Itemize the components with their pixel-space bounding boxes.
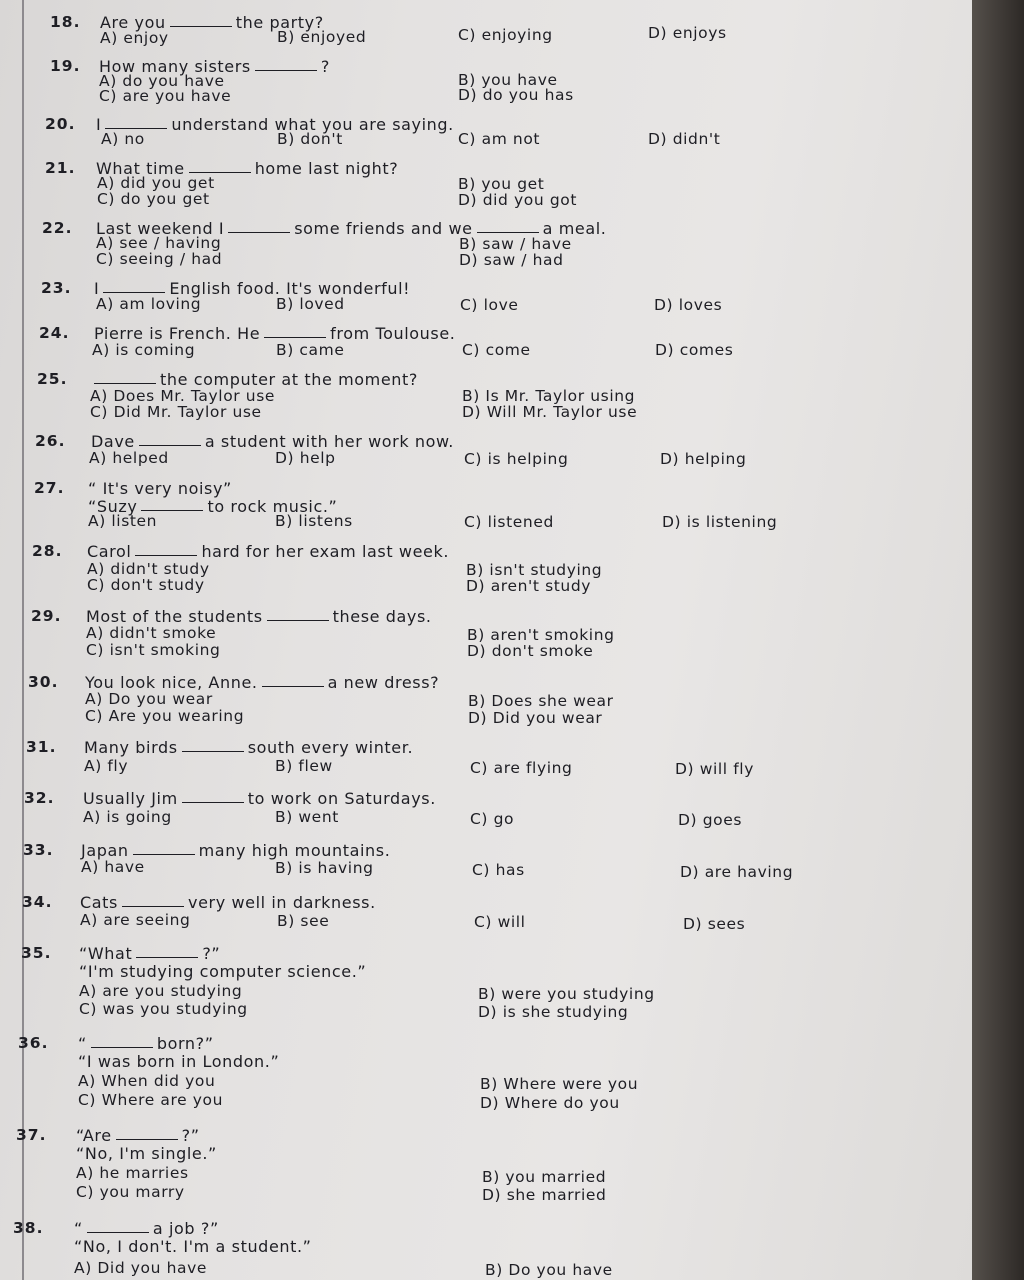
answer-blank[interactable] xyxy=(105,127,167,129)
question-stem xyxy=(90,372,418,388)
margin-line xyxy=(22,0,24,1280)
question-text-part: a job ?” xyxy=(152,1219,219,1238)
question-stem xyxy=(91,434,454,450)
option-a[interactable]: A) see / having xyxy=(96,234,222,252)
question-text-part: What time xyxy=(96,159,185,178)
option-b[interactable]: B) you get xyxy=(458,175,545,193)
option-a[interactable]: A) Did you have xyxy=(74,1259,208,1277)
question-text-part: the party? xyxy=(235,13,324,32)
option-d[interactable]: D) do you has xyxy=(458,86,574,104)
option-d[interactable]: D) goes xyxy=(678,811,743,829)
option-c[interactable]: C) you marry xyxy=(76,1183,185,1201)
question-text-part: “ It's very noisy” xyxy=(88,479,232,498)
option-c[interactable]: C) was you studying xyxy=(79,1000,248,1018)
question-number: 26. xyxy=(35,432,66,450)
answer-blank[interactable] xyxy=(262,685,324,687)
option-c[interactable]: C) Did Mr. Taylor use xyxy=(90,403,262,421)
option-c[interactable]: C) come xyxy=(462,341,531,359)
option-a[interactable]: A) enjoy xyxy=(100,29,169,47)
option-b[interactable]: B) Does she wear xyxy=(468,692,614,710)
option-d[interactable]: D) Did you wear xyxy=(468,709,603,727)
option-a[interactable]: A) no xyxy=(101,130,145,148)
option-a[interactable]: A) did you get xyxy=(97,174,215,192)
question-text-part: these days. xyxy=(332,607,432,626)
question-text-part: “Are xyxy=(76,1126,112,1145)
option-c[interactable]: C) is helping xyxy=(464,450,569,468)
option-b[interactable]: B) listens xyxy=(275,512,353,530)
question-number: 22. xyxy=(42,219,73,237)
question-text-part: “I was born in London.” xyxy=(78,1052,280,1071)
answer-blank[interactable] xyxy=(87,1231,149,1233)
answer-blank[interactable] xyxy=(189,171,251,173)
option-c[interactable]: C) Where are you xyxy=(78,1091,224,1109)
answer-blank[interactable] xyxy=(264,336,326,338)
option-d[interactable]: D) saw / had xyxy=(459,251,564,269)
question-text-part: English food. It's wonderful! xyxy=(169,279,411,298)
question-stem xyxy=(88,481,232,497)
option-a[interactable]: A) is coming xyxy=(92,341,196,359)
option-b[interactable]: B) came xyxy=(276,341,345,359)
option-d[interactable]: D) loves xyxy=(654,296,723,314)
question-text-part: I xyxy=(94,279,100,298)
option-d[interactable]: D) will fly xyxy=(675,760,754,778)
question-stem xyxy=(81,843,390,859)
question-text-part: to rock music.” xyxy=(207,497,338,516)
question-number: 24. xyxy=(39,324,70,342)
question-text-part: ?” xyxy=(202,944,221,963)
option-c[interactable]: C) isn't smoking xyxy=(86,641,221,659)
option-c[interactable]: C) listened xyxy=(464,513,554,531)
answer-blank[interactable] xyxy=(141,509,203,511)
option-c[interactable]: C) are you have xyxy=(99,87,232,105)
question-number: 23. xyxy=(41,279,72,297)
question-number: 33. xyxy=(23,841,54,859)
question-text-part: Dave xyxy=(91,432,135,451)
option-a[interactable]: A) Do you wear xyxy=(85,690,213,708)
question-stem xyxy=(85,675,439,691)
question-text-part: “I'm studying computer science.” xyxy=(79,962,367,981)
option-b[interactable]: B) you married xyxy=(482,1168,607,1186)
option-c[interactable]: C) are flying xyxy=(470,759,573,777)
question-text-part: a student with her work now. xyxy=(204,432,454,451)
question-text-part: “ xyxy=(78,1034,87,1053)
answer-blank[interactable] xyxy=(135,554,197,556)
question-number: 20. xyxy=(45,115,76,133)
question-text-part: Most of the students xyxy=(86,607,263,626)
answer-blank[interactable] xyxy=(139,444,201,446)
question-text-part: “ xyxy=(74,1219,83,1238)
question-number: 31. xyxy=(26,738,57,756)
question-text-part: the computer at the moment? xyxy=(160,370,419,389)
question-text-part: “Suzy xyxy=(88,497,138,516)
answer-blank[interactable] xyxy=(182,801,244,803)
question-stem-line-2 xyxy=(74,1239,312,1255)
option-d[interactable]: D) aren't study xyxy=(466,577,592,595)
answer-blank[interactable] xyxy=(91,1046,153,1048)
option-c[interactable]: C) love xyxy=(460,296,519,314)
question-stem xyxy=(87,544,449,560)
option-a[interactable]: A) didn't smoke xyxy=(86,624,217,642)
option-a[interactable]: A) am loving xyxy=(96,295,202,313)
question-number: 18. xyxy=(50,13,81,31)
option-a[interactable]: A) didn't study xyxy=(87,560,210,578)
question-stem-line-2 xyxy=(79,964,366,980)
option-a[interactable]: A) is going xyxy=(83,808,172,826)
question-text-part: ? xyxy=(320,57,330,76)
option-b[interactable]: B) Is Mr. Taylor using xyxy=(462,387,636,405)
question-number: 30. xyxy=(28,673,59,691)
option-d[interactable]: D) is she studying xyxy=(478,1003,629,1021)
answer-blank[interactable] xyxy=(255,69,317,71)
option-b[interactable]: B) flew xyxy=(275,757,333,775)
option-b[interactable]: B) Do you have xyxy=(485,1261,613,1279)
question-number: 35. xyxy=(21,944,52,962)
question-text-part: some friends and we xyxy=(294,219,473,238)
question-text-part: hard for her exam last week. xyxy=(201,542,450,561)
question-text-part: I xyxy=(96,115,102,134)
option-a[interactable]: A) When did you xyxy=(78,1072,216,1090)
option-a[interactable]: A) have xyxy=(81,858,145,876)
question-text-part: many high mountains. xyxy=(198,841,391,860)
question-text-part: “What xyxy=(79,944,133,963)
option-a[interactable]: A) Does Mr. Taylor use xyxy=(90,387,276,405)
question-stem xyxy=(83,791,436,807)
question-text-part: very well in darkness. xyxy=(188,893,376,912)
question-stem xyxy=(96,117,454,133)
page-edge-shadow xyxy=(972,0,1024,1280)
option-d[interactable]: D) Will Mr. Taylor use xyxy=(462,403,638,421)
question-text-part: Many birds xyxy=(84,738,178,757)
question-text-part: from Toulouse. xyxy=(330,324,456,343)
question-text-part: Usually Jim xyxy=(83,789,178,808)
question-number: 37. xyxy=(16,1126,47,1144)
option-c[interactable]: C) do you get xyxy=(97,190,210,208)
question-number: 38. xyxy=(13,1219,44,1237)
option-a[interactable]: A) helped xyxy=(89,449,169,467)
question-text-part: a meal. xyxy=(542,219,607,238)
question-stem xyxy=(80,895,376,911)
question-text-part: understand what you are saying. xyxy=(171,115,454,134)
question-number: 32. xyxy=(24,789,55,807)
option-c[interactable]: C) Are you wearing xyxy=(85,707,245,725)
question-stem xyxy=(74,1221,219,1237)
answer-blank[interactable] xyxy=(116,1138,178,1140)
option-b[interactable]: B) is having xyxy=(275,859,374,877)
option-a[interactable]: A) he marries xyxy=(76,1164,189,1182)
question-stem xyxy=(94,326,456,342)
answer-blank[interactable] xyxy=(228,231,290,233)
question-stem xyxy=(76,1128,200,1144)
answer-blank[interactable] xyxy=(136,956,198,958)
answer-blank[interactable] xyxy=(103,291,165,293)
option-b[interactable]: B) enjoyed xyxy=(277,28,367,46)
question-stem xyxy=(86,609,432,625)
option-c[interactable]: C) am not xyxy=(458,130,541,148)
question-number: 36. xyxy=(18,1034,49,1052)
question-number: 34. xyxy=(22,893,53,911)
option-b[interactable]: B) see xyxy=(277,912,330,930)
question-text-part: ?” xyxy=(181,1126,200,1145)
question-text-part: “No, I don't. I'm a student.” xyxy=(74,1237,312,1256)
question-stem xyxy=(79,946,220,962)
option-b[interactable]: B) went xyxy=(275,808,339,826)
option-c[interactable]: C) seeing / had xyxy=(96,250,223,268)
question-text-part: Japan xyxy=(81,841,129,860)
question-number: 25. xyxy=(37,370,68,388)
question-text-part: “No, I'm single.” xyxy=(76,1144,217,1163)
question-number: 21. xyxy=(45,159,76,177)
question-text-part: a new dress? xyxy=(327,673,440,692)
option-b[interactable]: B) loved xyxy=(276,295,345,313)
option-d[interactable]: D) don't smoke xyxy=(467,642,594,660)
question-text-part: born?” xyxy=(156,1034,214,1053)
answer-blank[interactable] xyxy=(170,25,232,27)
question-text-part: Cats xyxy=(80,893,118,912)
option-c[interactable]: C) don't study xyxy=(87,576,205,594)
option-b[interactable]: B) aren't smoking xyxy=(467,626,615,644)
answer-blank[interactable] xyxy=(122,905,184,907)
question-stem xyxy=(78,1036,214,1052)
option-b[interactable]: B) were you studying xyxy=(478,985,655,1003)
option-c[interactable]: C) go xyxy=(470,810,515,828)
question-text-part: Pierre is French. He xyxy=(94,324,261,343)
option-b[interactable]: B) Where were you xyxy=(480,1075,639,1093)
option-d[interactable]: D) comes xyxy=(655,341,734,359)
option-d[interactable]: D) sees xyxy=(683,915,746,933)
question-number: 29. xyxy=(31,607,62,625)
option-b[interactable]: B) you have xyxy=(458,71,558,89)
option-d[interactable]: D) is listening xyxy=(662,513,778,531)
option-a[interactable]: A) do you have xyxy=(99,72,225,90)
question-number: 28. xyxy=(32,542,63,560)
answer-blank[interactable] xyxy=(182,750,244,752)
option-d[interactable]: D) are having xyxy=(680,863,794,881)
question-text-part: Are you xyxy=(100,13,166,32)
option-d[interactable]: D) did you got xyxy=(458,191,578,209)
question-text-part: You look nice, Anne. xyxy=(85,673,258,692)
question-text-part: How many sisters xyxy=(99,57,251,76)
option-b[interactable]: D) help xyxy=(275,449,336,467)
question-stem-line-2 xyxy=(76,1146,217,1162)
option-b[interactable]: B) isn't studying xyxy=(466,561,603,579)
option-d[interactable]: D) she married xyxy=(482,1186,607,1204)
option-c[interactable]: C) has xyxy=(472,861,525,879)
option-d[interactable]: D) enjoys xyxy=(648,24,727,42)
question-text-part: home last night? xyxy=(254,159,399,178)
question-number: 19. xyxy=(50,57,81,75)
option-b[interactable]: B) saw / have xyxy=(459,235,572,253)
question-stem xyxy=(84,740,413,756)
question-number: 27. xyxy=(34,479,65,497)
answer-blank[interactable] xyxy=(477,231,539,233)
question-text-part: to work on Saturdays. xyxy=(247,789,436,808)
question-text-part: Last weekend I xyxy=(96,219,225,238)
option-a[interactable]: A) are you studying xyxy=(79,982,243,1000)
option-a[interactable]: A) listen xyxy=(88,512,158,530)
option-d[interactable]: D) didn't xyxy=(648,130,721,148)
option-b[interactable]: B) don't xyxy=(277,130,343,148)
answer-blank[interactable] xyxy=(133,853,195,855)
option-c[interactable]: C) will xyxy=(474,913,526,931)
question-stem-line-2 xyxy=(78,1054,279,1070)
question-text-part: Carol xyxy=(87,542,132,561)
option-d[interactable]: D) helping xyxy=(660,450,747,468)
option-c[interactable]: C) enjoying xyxy=(458,26,553,44)
answer-blank[interactable] xyxy=(267,619,329,621)
answer-blank[interactable] xyxy=(94,382,156,384)
question-text-part: south every winter. xyxy=(247,738,414,757)
option-d[interactable]: D) Where do you xyxy=(480,1094,620,1112)
option-a[interactable]: A) are seeing xyxy=(80,911,191,929)
option-a[interactable]: A) fly xyxy=(84,757,129,775)
